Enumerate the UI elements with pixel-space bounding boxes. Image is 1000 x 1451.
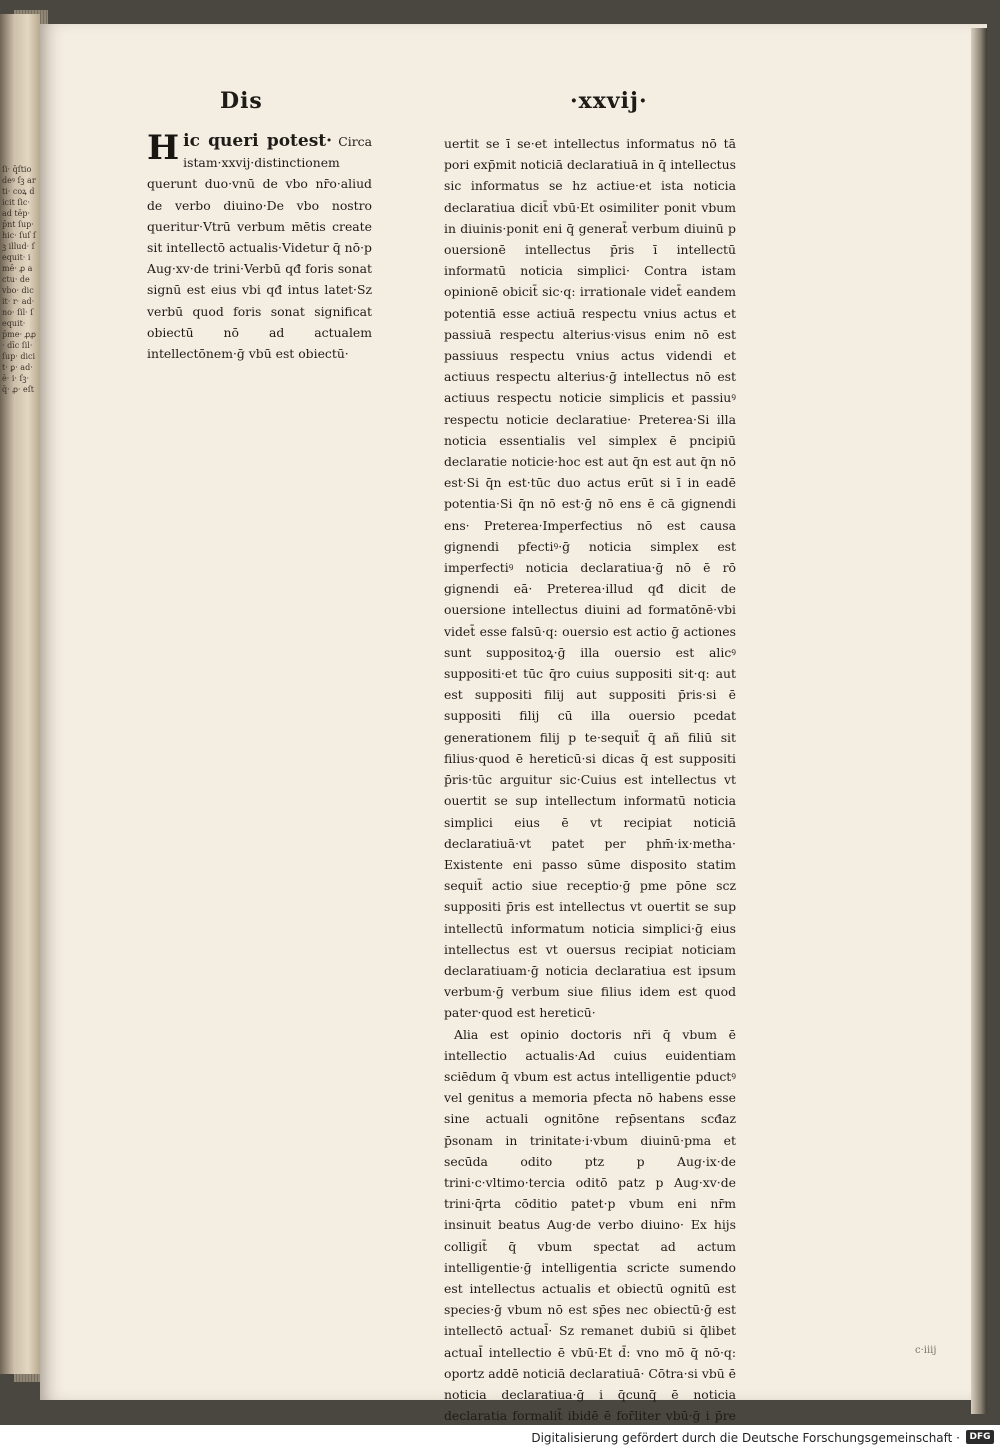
left-text-column: [147, 128, 372, 364]
left-paragraph-text: Circa istam·xxvij·distinctionem querunt duo·vnū de vbo nr̄o·aliud de verbo diuino·De vbo nostro queritur·Vtrū verbum mētis create sit intellectō actualis·Videtur q̄ nō·p Aug·xv·de trini·Verbū qđ foris sonat signū est eius vbi qđ intus latet·Sz verbū quod foris sonat significat obiectū nō ad actualem intellectōnem·ḡ vbū est obiectū·: [147, 134, 372, 362]
dfg-logo: DFG: [966, 1430, 994, 1444]
running-head-left: Dis: [220, 88, 263, 114]
initial-letter: H: [147, 128, 180, 168]
gutter-text: ſi· q̄ſtio deꝰ ſꝫ arti· coꝝ dicit ſic· ad tēp· p̄nt ſup· hic· ſuſ ſꝫ illud· ſequit· i mē· ꝓ actu· de vbo· dicit· r· ad· no· ſil· ſequit· p̄me· ꝓꝓ· dīc ſil· ſup· dicit· ꝑ· ad· ē· i· ſꝫ· q̄· ꝓ· eſt: [2, 165, 36, 394]
facing-page-gutter: [0, 14, 40, 1374]
folio-mark: c·iiij: [915, 1345, 937, 1356]
lead-words: ic queri potest·: [183, 131, 333, 151]
page-right-edge: [971, 28, 987, 1414]
running-head-right: ·xxvij·: [570, 88, 648, 114]
right-paragraph-1: uertit se ī se·et intellectus informatus nō tā pori exp̄mit noticiā declaratiuā in q̄ intellectus sic informatus se hz actiue·et ista noticia declaratiua dicit̄ vbū·Et osimiliter ponit vbum in diuinis·ponit eni q̄ generat̄ verbum diuinū p ouersionē intellectus p̄ris ī intellectū informatū noticia simplici· Contra istam opinionē obicit̄ sic·q: irrationale videt̄ eandem potentiā esse actiuā respectu vnius actus et passiuā respectu alterius·visus enim nō est passiuus respectu vnius actus videndi et actiuus respectu alterius·ḡ intellectus nō est actiuus respectu noticie simplicis et passiuꝰ respectu noticie declaratiue· Preterea·Si illa noticia essentialis vel simplex ē pncipiū declaratie noticie·hoc est aut q̄n est aut q̄n nō est·Si q̄n est·tūc duo actus erūt si ī in eadē potentia·Si q̄n nō est·ḡ nō ens ē cā gignendi ens· Preterea·Imperfectius nō est causa gignendi pfectiꝰ·ḡ noticia simplex est imperfectiꝰ noticia declaratiua·ḡ nō ē rō gignendi eā· Preterea·illud qđ dicit de ouersione intellectus diuini ad formatōnē·vbi videt̄ esse falsū·q: ouersio est actio ḡ actiones sunt suppositoꝝ·ḡ illa ouersio est alicꝰ suppositi·et tūc q̄ro cuius suppositi sit·q: aut est suppositi filij aut suppositi p̄ris·si ē suppositi filij cū illa ouersio pcedat generationem filij p te·sequit̄ q̄ añ filiū sit filius·quod ē hereticū·si dicas q̄ est suppositi p̄ris·tūc arguitur sic·Cuius est intellectus vt ouertit se sup intellectum informatū noticia simplici eius ē vt recipiat noticiā declaratiuā·vt patet per phm̄·ix·metha· Existente eni passo sūme disposito statim sequit̄ actio siue receptio·ḡ pme pōne scz suppositi p̄ris est intellectus vt ouertit se sup intellectū informatum noticia simplici·ḡ eius intellectus est vt ouersus recipiat noticiam declaratiuam·ḡ noticia declaratiua est ipsum verbum·ḡ verbum siue filius idem est quod pater·quod est hereticū·: [444, 136, 736, 1021]
footer-credit-text: Digitalisierung gefördert durch die Deutsche Forschungsgemeinschaft ·: [531, 1431, 960, 1445]
footer-bar: [0, 1425, 1000, 1451]
right-paragraph-2: Alia est opinio doctoris nr̄i q̄ vbum ē intellectio actualis·Ad cuius euidentiam sciēdum q̄ vbum est actus intelligentie pductꝰ vel genitus a memoria pfecta nō habens esse sine actuali ognitōne rep̄sentans scđaz p̄sonam in trinitate·i·vbum diuinū·pma et secūda odito ptz p Aug·ix·de trini·c·vltimo·tercia oditō patz p Aug·xv·de trini·q̄rta cōditio patet·p vbum eni nr̄m insinuit beatus Aug·de verbo diuino· Ex hijs colligit̄ q̄ vbum spectat ad actum intelligentie·ḡ intelligentia scricte sumendo est intellectus actualis et obiectū ognitū est species·ḡ vbum nō est sp̄es nec obiectū·ḡ est intellectō actual̄· Sz remanet dubiū si q̄libet actual̄ intellectio ē vbū·Et d̄: vno mō q̄ nō·q: oportz addē noticiā declaratiuā· Cōtra·si vbū ē noticia declaratiua·ḡ i q̄cunq̄ ē noticia declaratia formalit̄ ibidē ē for̄liter vbū·ḡ i p̄re: [444, 1026, 737, 1424]
right-text-column: [444, 133, 736, 1448]
left-paragraph-1: [147, 128, 372, 364]
